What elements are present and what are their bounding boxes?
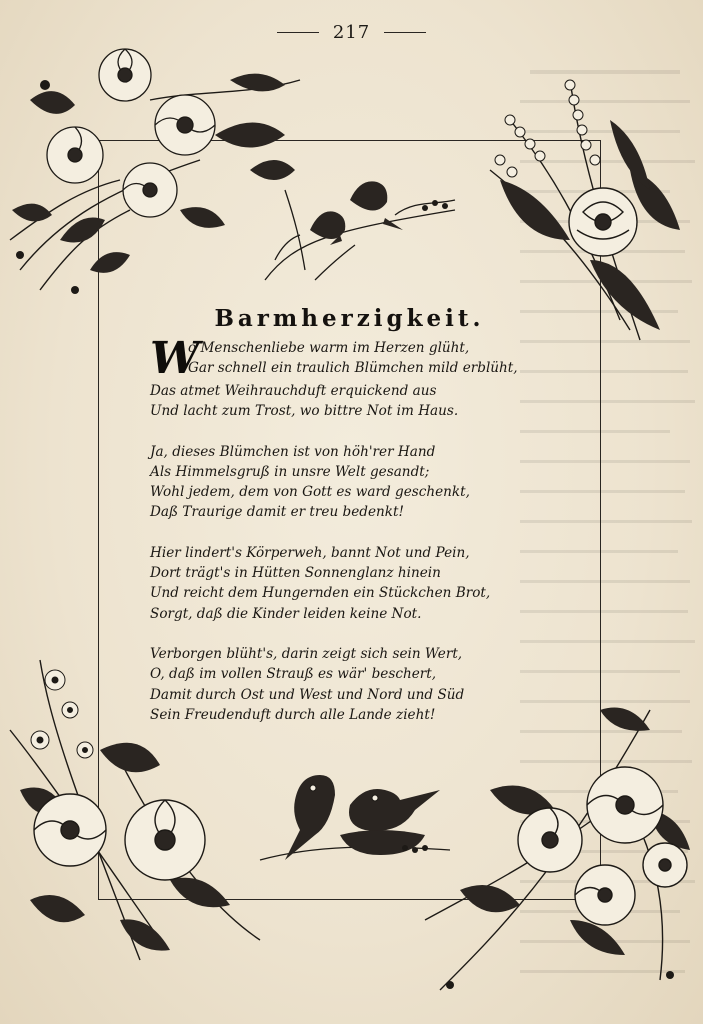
poem-line: Gar schnell ein traulich Blümchen mild erblüht, [188,360,518,377]
poem-line: O, daß im vollen Strauß es wär' beschert, [150,666,437,683]
poem-line: Als Himmelsgruß in unsre Welt gesandt; [150,463,430,480]
poem-line: Sein Freudenduft durch alle Lande zieht! [150,706,436,723]
header-rule-right [384,32,426,33]
rose-bouquet-bottom-right-icon [420,690,703,1000]
poem-line: Daß Traurige damit er treu bedenkt! [150,504,404,521]
poem-line: Und reicht dem Hungernden ein Stückchen Brot, [150,585,491,602]
rose-bouquet-bottom-left-icon [0,640,280,980]
drop-cap: W [150,333,200,384]
poem-line: Das atmet Weihrauchduft erquickend aus [150,383,437,399]
poem-stanza-3 [150,543,570,624]
poem-title: Barmherzigkeit. [214,305,485,332]
poem-line: Ja, dieses Blümchen ist von höh'rer Hand [150,443,436,460]
poem-stanza-2 [150,442,570,523]
poem-line: Verborgen blüht's, darin zeigt sich sein Wert, [150,645,463,662]
header-rule-left [277,32,319,33]
poem-stanza-1 [150,333,570,422]
poem-line: o Menschenliebe warm im Herzen glüht, [188,340,470,356]
page-number: 217 [332,21,371,43]
poem-line: Dort trägt's in Hütten Sonnenglanz hinein [150,565,441,582]
poem-line: Damit durch Ost und West und Nord und Süd [150,686,465,703]
poem-line: Wohl jedem, dem von Gott es ward geschenkt, [150,484,470,501]
poem-line: Hier lindert's Körperweh, bannt Not und Pein, [150,544,470,561]
birds-on-branch-icon [255,170,465,290]
poem-line: Und lacht zum Trost, wo bittre Not im Haus. [150,403,459,420]
poem-line: Sorgt, daß die Kinder leiden keine Not. [150,605,422,622]
